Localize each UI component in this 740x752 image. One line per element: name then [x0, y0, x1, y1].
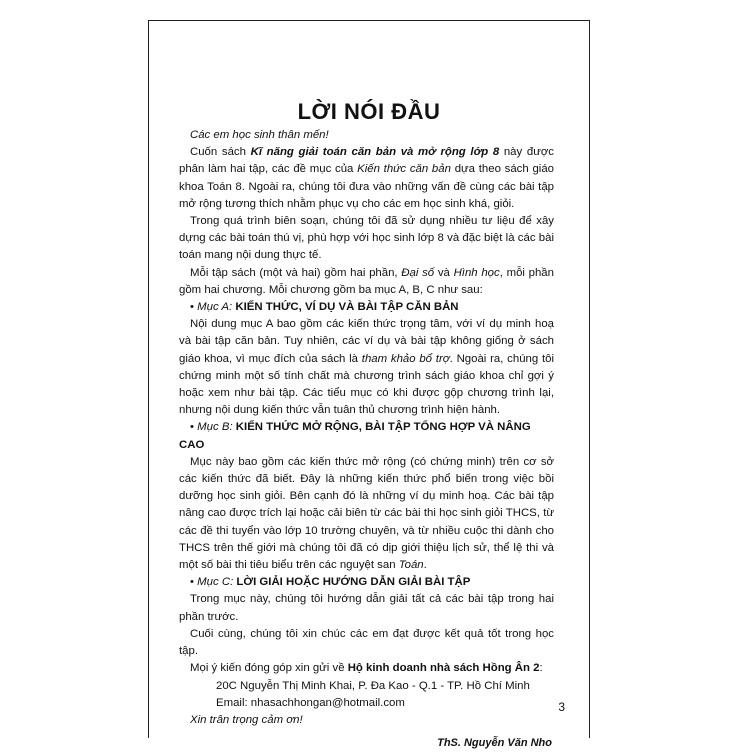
paragraph-3 — [179, 265, 554, 299]
section-b-title: KIẾN THỨC MỞ RỘNG, BÀI TẬP TỔNG HỢP VÀ NÂNG CAO — [179, 421, 531, 451]
section-a-heading — [179, 299, 554, 316]
section-a-label: Mục A: — [197, 301, 233, 314]
book-page — [148, 20, 590, 750]
paragraph-1 — [179, 144, 554, 213]
pb-text-b: . — [423, 559, 427, 572]
part-algebra: Đại số — [401, 266, 435, 279]
p3-text-a: Mỗi tập sách (một và hai) gồm hai phần, — [190, 266, 402, 279]
paragraph-section-b — [179, 454, 554, 574]
page-title: LỜI NÓI ĐẦU — [297, 99, 441, 124]
address: 20C Nguyễn Thị Minh Khai, P. Đa Kao - Q.1 - TP. Hồ Chí Minh — [216, 679, 530, 692]
company-name: Hộ kinh doanh nhà sách Hồng Ân 2 — [347, 662, 540, 675]
pb-text-a: Mục này bao gồm các kiến thức mở rộng (có chứng minh) trên cơ sở các kiến thức đã biết. Đây là những kiến thức phổ biến trong việc bồi dưỡng học sinh giỏi. Bên cạnh đó là những ví dụ minh hoạ. Các bài tập nâng cao được trích lại hoặc cải biên từ các bài thi học sinh giỏi THCS, từ các đề thi tuyển vào lớp 10 trường chuyên, và từ nhiều cuộc thi dành cho THCS trên thế giới mà chúng tôi đã có dịp giới thiệu lịch sử, thể lệ thi và một số bài thi tiêu biểu trên các nguyệt san — [179, 455, 554, 572]
contact-text: Mọi ý kiến đóng góp xin gửi về — [190, 662, 348, 675]
p1-text-a: Cuốn sách — [190, 146, 251, 159]
preface-body — [179, 127, 554, 752]
bullet-icon: • — [190, 421, 194, 434]
paragraph-section-a — [179, 316, 554, 419]
email: Email: nhasachhongan@hotmail.com — [216, 696, 405, 709]
thanks-text: Xin trân trọng cảm ơn! — [190, 713, 303, 726]
p1-text-b: này được phân làm hai tập, các đề mục của — [179, 146, 554, 176]
magazine-name: Toán — [398, 559, 424, 572]
section-c-title: LỜI GIẢI HOẶC HƯỚNG DẪN GIẢI BÀI TẬP — [236, 576, 471, 589]
pa-text-b: . Ngoài ra, chúng tôi chứng minh một số tính chất mà chương trình sách giáo khoa chỉ gợi ý hoặc xem như bài tập. Các tiểu mục có khi được gộp chương trình lại, nhưng nội dung kiến thức vẫn tuân thủ chương trình hiện hành. — [179, 352, 555, 417]
section-b-label: Mục B: — [197, 421, 233, 434]
section-c-heading — [179, 574, 554, 591]
p3-text-c: , mỗi phần gồm hai chương. Mỗi chương gồm ba mục A, B, C như sau: — [179, 266, 554, 296]
contact-line — [179, 660, 554, 677]
subject-name: Kiến thức căn bản — [357, 163, 451, 176]
paragraph-section-c: Trong mục này, chúng tôi hướng dẫn giải tất cả các bài tập trong hai phần trước. — [179, 593, 554, 623]
page-number: 3 — [558, 700, 565, 714]
pa-text-a: Nội dung mục A bao gồm các kiến thức trọng tâm, với ví dụ minh hoạ và bài tập căn bản. Tuy nhiên, các ví dụ và bài tập không giống ở sách giáo khoa, vì mục đích của sách là — [179, 318, 554, 365]
part-geometry: Hình học — [453, 266, 500, 279]
author-signature: ThS. Nguyễn Văn Nho — [437, 737, 552, 750]
paragraph-2: Trong quá trình biên soạn, chúng tôi đã sử dụng nhiều tư liệu để xây dựng các bài toán thú vị, phù hợp với học sinh lớp 8 và đặc biệt là các bài toán mang nội dung thực tế. — [179, 215, 554, 262]
section-a-title: KIẾN THỨC, VÍ DỤ VÀ BÀI TẬP CĂN BẢN — [235, 301, 459, 314]
reference-phrase: tham khảo bổ trợ — [361, 352, 450, 365]
book-title: Kĩ năng giải toán căn bản và mở rộng lớp 8 — [250, 146, 500, 159]
bullet-icon: • — [190, 576, 194, 589]
greeting: Các em học sinh thân mến! — [190, 129, 329, 141]
p1-text-c: dựa theo sách giáo khoa Toán 8. Ngoài ra, chúng tôi đưa vào những vấn đề cùng các bài tập mở rộng tương thích nhằm phục vụ cho các em học sinh khá, giỏi. — [179, 163, 554, 210]
bullet-icon: • — [190, 301, 194, 314]
section-b-heading — [179, 419, 554, 453]
p3-text-b: và — [434, 266, 454, 279]
closing-text: Cuối cùng, chúng tôi xin chúc các em đạt được kết quả tốt trong học tập. — [179, 627, 554, 658]
contact-colon: : — [539, 662, 543, 675]
section-c-label: Mục C: — [197, 576, 234, 589]
